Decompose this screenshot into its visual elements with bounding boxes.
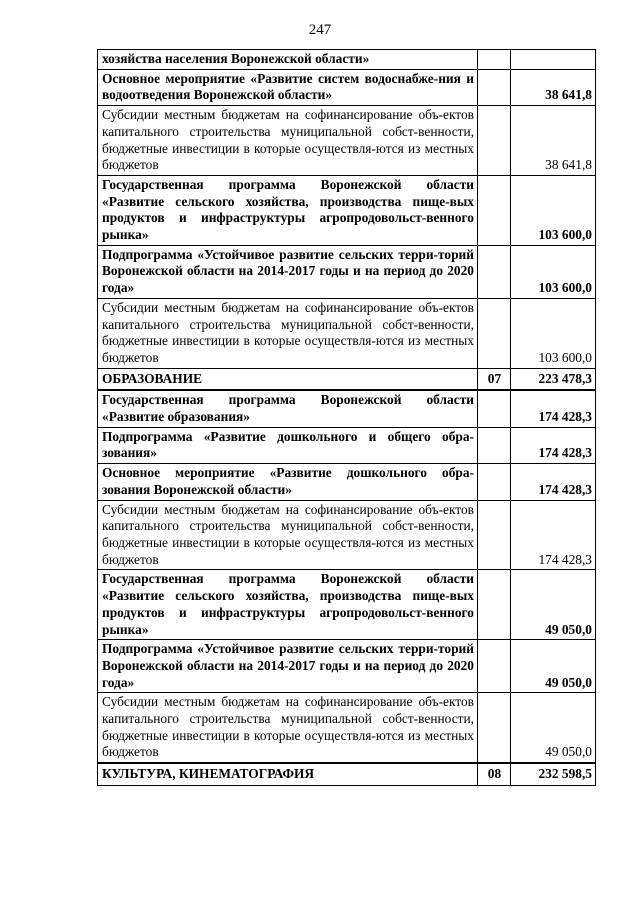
section-code-cell [478, 69, 511, 105]
amount-cell: 174 428,3 [511, 390, 596, 427]
item-name-cell: Основное мероприятие «Развитие дошкольного обра-зования Воронежской области» [98, 464, 478, 500]
table-row [98, 175, 596, 245]
item-name-cell: КУЛЬТУРА, КИНЕМАТОГРАФИЯ [98, 763, 478, 785]
budget-table [97, 49, 596, 786]
section-code-cell [478, 175, 511, 245]
amount-cell: 232 598,5 [511, 763, 596, 785]
item-name-cell: Основное мероприятие «Развитие систем водоснабже-ния и водоотведения Воронежской области» [98, 69, 478, 105]
table-row [98, 570, 596, 640]
item-name-cell: Субсидии местным бюджетам на софинансирование объ-ектов капитального строительства муниципальной собст-венности, бюджетные инвестиции в которые осуществля-ются из местных бюджетов [98, 500, 478, 570]
section-code-cell [478, 427, 511, 463]
amount-cell: 38 641,8 [511, 106, 596, 176]
amount-cell [511, 50, 596, 70]
section-code-cell [478, 640, 511, 693]
section-code-cell: 08 [478, 763, 511, 785]
amount-cell: 223 478,3 [511, 368, 596, 390]
item-name-cell: Государственная программа Воронежской области «Развитие образования» [98, 390, 478, 427]
table-row [98, 693, 596, 763]
amount-cell: 103 600,0 [511, 298, 596, 368]
amount-cell: 174 428,3 [511, 427, 596, 463]
table-row [98, 106, 596, 176]
section-code-cell [478, 693, 511, 763]
amount-cell: 174 428,3 [511, 500, 596, 570]
table-row [98, 50, 596, 70]
section-code-cell [478, 245, 511, 298]
section-row [98, 763, 596, 785]
page-number: 247 [308, 22, 332, 38]
item-name-cell: Государственная программа Воронежской области «Развитие сельского хозяйства, производства пище-вых продуктов и инфраструктуры агропродовольст-венного рынка» [98, 570, 478, 640]
table-row [98, 390, 596, 427]
table-row [98, 464, 596, 500]
table-row [98, 640, 596, 693]
section-row [98, 368, 596, 390]
section-code-cell [478, 106, 511, 176]
item-name-cell: Субсидии местным бюджетам на софинансирование объ-ектов капитального строительства муниципальной собст-венности, бюджетные инвестиции в которые осуществля-ются из местных бюджетов [98, 106, 478, 176]
budget-table-body [98, 50, 596, 786]
item-name-cell: ОБРАЗОВАНИЕ [98, 368, 478, 390]
item-name-cell: хозяйства населения Воронежской области» [98, 50, 478, 70]
amount-cell: 49 050,0 [511, 640, 596, 693]
item-name-cell: Государственная программа Воронежской области «Развитие сельского хозяйства, производства пище-вых продуктов и инфраструктуры агропродовольст-венного рынка» [98, 175, 478, 245]
amount-cell: 103 600,0 [511, 245, 596, 298]
item-name-cell: Подпрограмма «Устойчивое развитие сельских терри-торий Воронежской области на 2014-2017 годы и на период до 2020 года» [98, 245, 478, 298]
table-row [98, 298, 596, 368]
section-code-cell [478, 464, 511, 500]
section-code-cell [478, 50, 511, 70]
amount-cell: 38 641,8 [511, 69, 596, 105]
item-name-cell: Субсидии местным бюджетам на софинансирование объ-ектов капитального строительства муниципальной собст-венности, бюджетные инвестиции в которые осуществля-ются из местных бюджетов [98, 693, 478, 763]
item-name-cell: Подпрограмма «Развитие дошкольного и общего обра-зования» [98, 427, 478, 463]
amount-cell: 103 600,0 [511, 175, 596, 245]
section-code-cell [478, 390, 511, 427]
section-code-cell [478, 298, 511, 368]
section-code-cell: 07 [478, 368, 511, 390]
table-row [98, 500, 596, 570]
section-code-cell [478, 500, 511, 570]
table-row [98, 69, 596, 105]
amount-cell: 49 050,0 [511, 693, 596, 763]
item-name-cell: Субсидии местным бюджетам на софинансирование объ-ектов капитального строительства муниципальной собст-венности, бюджетные инвестиции в которые осуществля-ются из местных бюджетов [98, 298, 478, 368]
item-name-cell: Подпрограмма «Устойчивое развитие сельских терри-торий Воронежской области на 2014-2017 годы и на период до 2020 года» [98, 640, 478, 693]
amount-cell: 49 050,0 [511, 570, 596, 640]
table-row [98, 245, 596, 298]
amount-cell: 174 428,3 [511, 464, 596, 500]
table-row [98, 427, 596, 463]
section-code-cell [478, 570, 511, 640]
